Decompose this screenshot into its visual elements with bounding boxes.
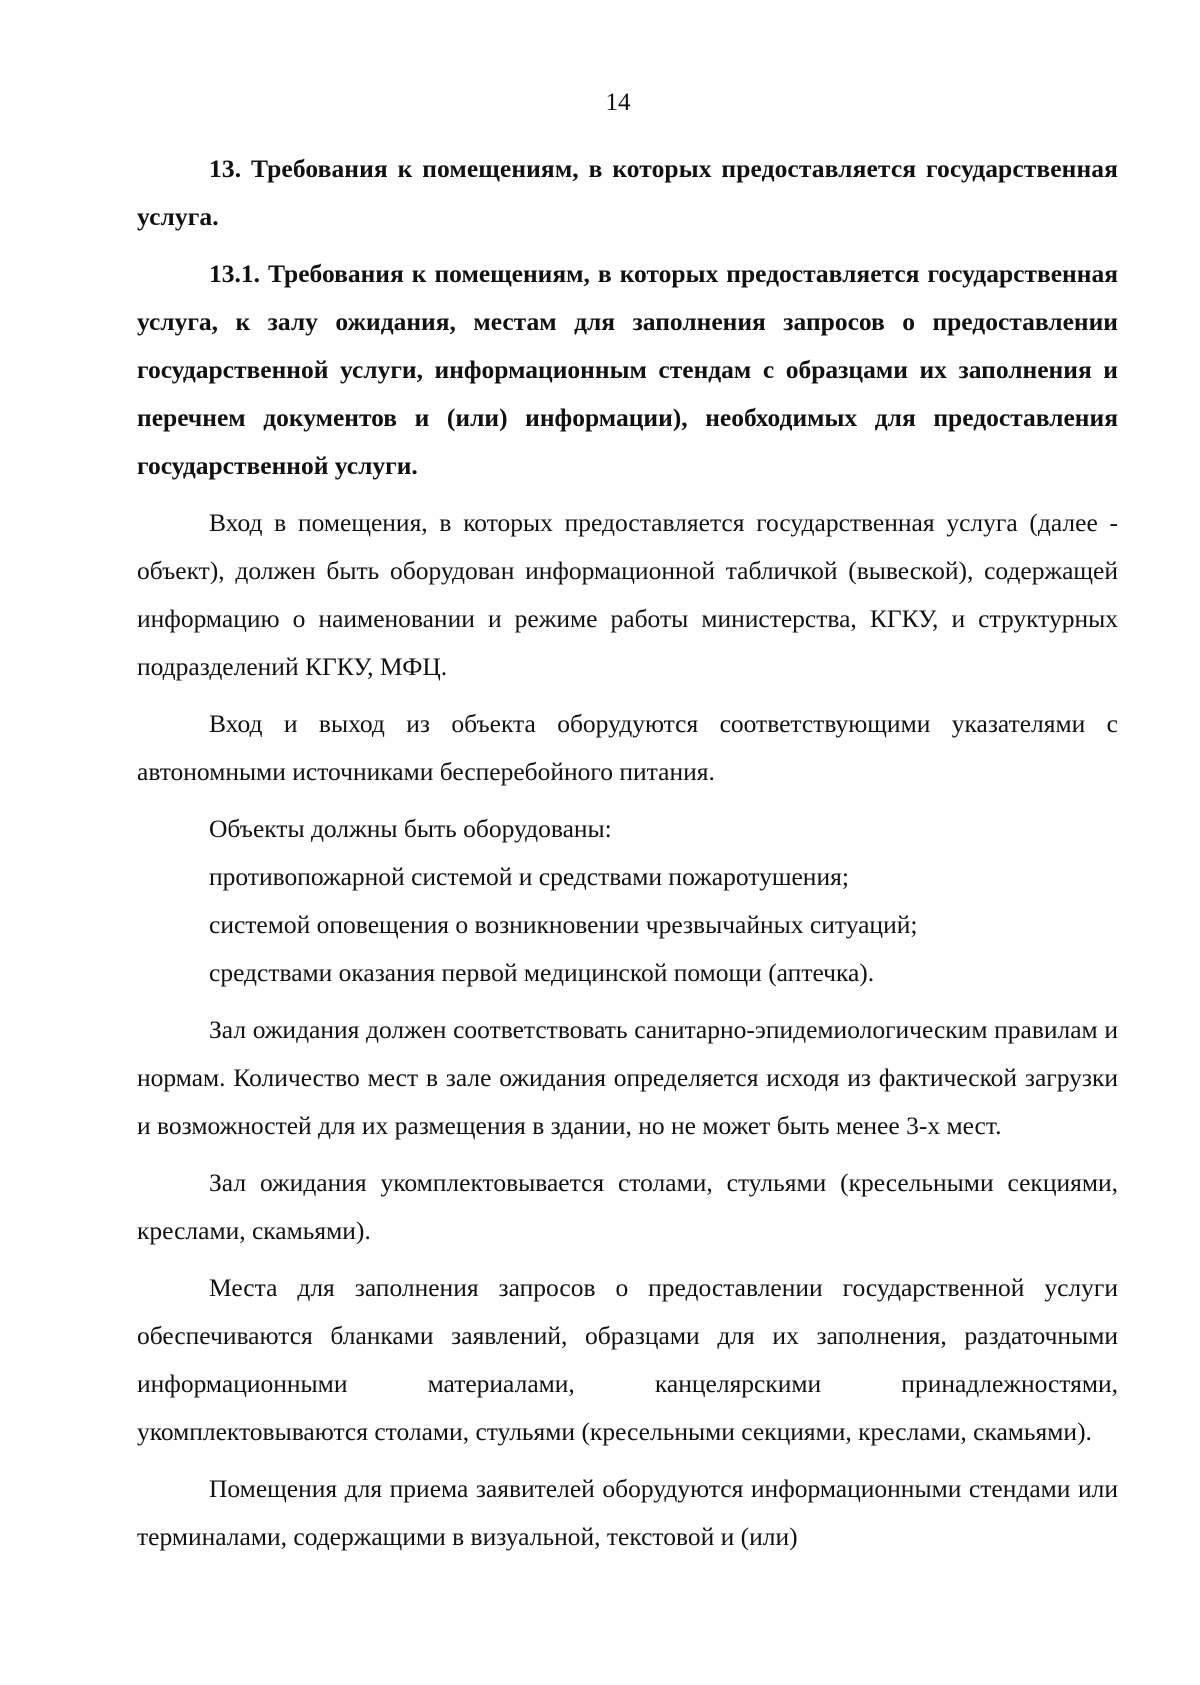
list-item-first-aid: средствами оказания первой медицинской помощи (аптечка). [209, 958, 875, 987]
list-item-fire-system: противопожарной системой и средствами пожаротушения; [209, 862, 849, 891]
section-heading: 13. Требования к помещениям, в которых предоставляется государственная услуга. [137, 154, 1118, 231]
section-subheading: 13.1. Требования к помещениям, в которых предоставляется государственная услуга, к залу ожидания, местам для заполнения запросов о предоставлении государственной услуги, информационным стендам с образцами их заполнения и перечнем документов и (или) информации), необходимых для предоставления государственной услуги. [137, 259, 1118, 480]
paragraph-request-filling-places: Места для заполнения запросов о предоставлении государственной услуги обеспечиваются бланками заявлений, образцами для их заполнения, раздаточными информационными материалами, канцелярскими принадлежностями, укомплектовываются столами, стульями (кресельными секциями, креслами, скамьями). [137, 1273, 1118, 1446]
page-number: 14 [605, 89, 631, 116]
document-body [137, 145, 1118, 1570]
paragraph-information-stands: Помещения для приема заявителей оборудуются информационными стендами или терминалами, содержащими в визуальной, текстовой и (или) [137, 1474, 1118, 1551]
list-item-alert-system: системой оповещения о возникновении чрезвычайных ситуаций; [209, 910, 918, 939]
paragraph-equipment-intro: Объекты должны быть оборудованы: [209, 814, 612, 843]
paragraph-waiting-room-norms: Зал ожидания должен соответствовать санитарно-эпидемиологическим правилам и нормам. Количество мест в зале ожидания определяется исходя из фактической загрузки и возможностей для их размещения в здании, но не может быть менее 3-х мест. [137, 1015, 1118, 1140]
paragraph-entrance-sign: Вход в помещения, в которых предоставляется государственная услуга (далее - объект), должен быть оборудован информационной табличкой (вывеской), содержащей информацию о наименовании и режиме работы министерства, КГКУ, и структурных подразделений КГКУ, МФЦ. [137, 508, 1118, 681]
paragraph-waiting-room-furniture: Зал ожидания укомплектовывается столами, стульями (кресельными секциями, креслами, скамьями). [137, 1168, 1118, 1245]
paragraph-entrance-exit-signs: Вход и выход из объекта оборудуются соответствующими указателями с автономными источниками бесперебойного питания. [137, 709, 1118, 786]
